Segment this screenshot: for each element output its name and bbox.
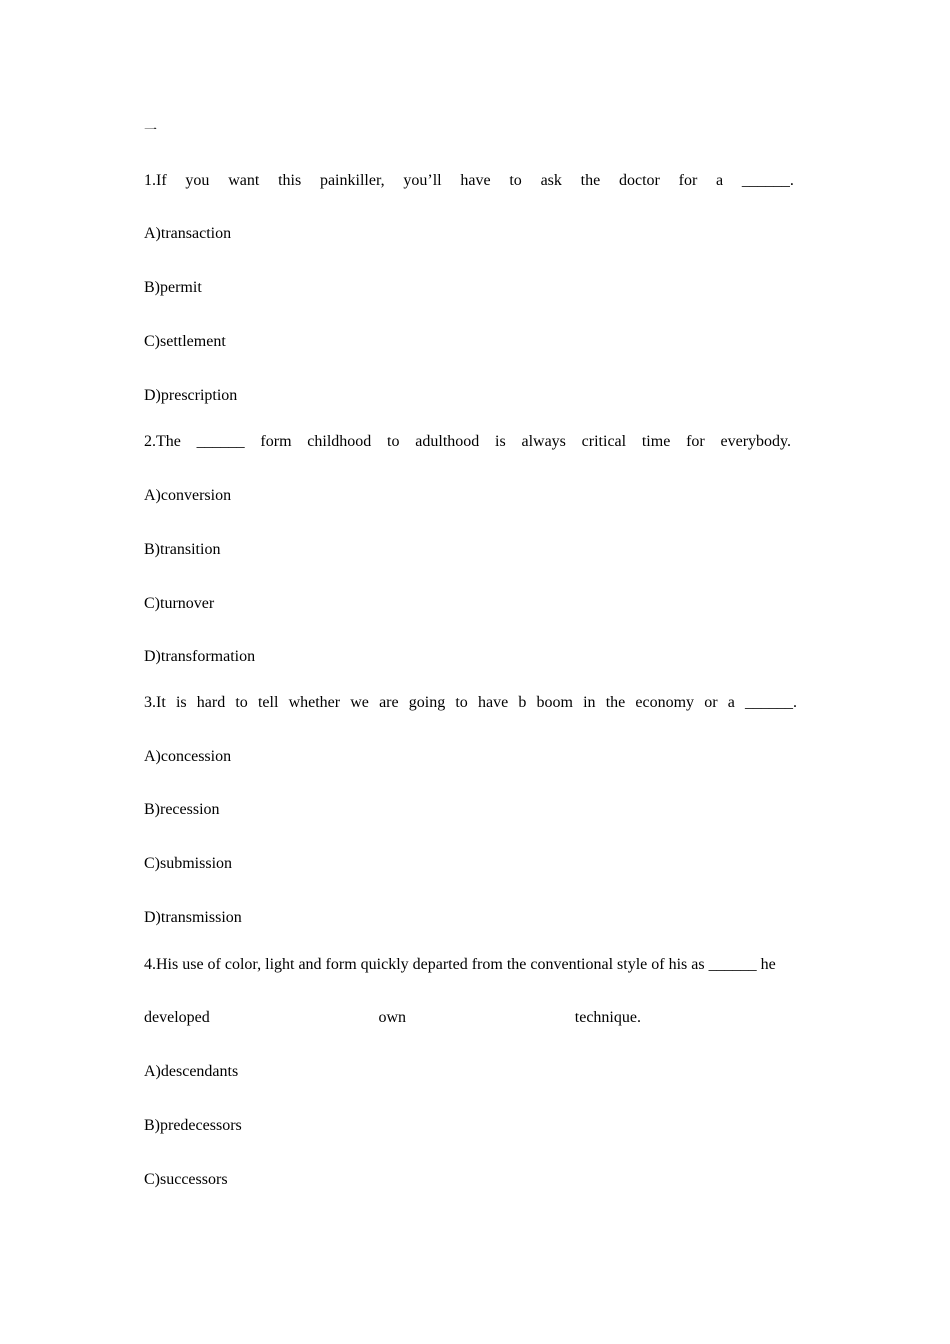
word: painkiller, [319, 172, 385, 189]
word: tell [257, 694, 279, 711]
word: b [518, 694, 527, 711]
word: hard [196, 694, 226, 711]
option-c: C)successors [144, 1171, 228, 1188]
word: to [509, 172, 522, 189]
word: is [175, 694, 187, 711]
word: or [704, 694, 718, 711]
word: own [378, 1009, 407, 1026]
word: to [235, 694, 248, 711]
word: form [260, 433, 292, 450]
option-c: C)submission [144, 855, 233, 872]
word: time [641, 433, 671, 450]
word: have [460, 172, 491, 189]
option-c: C)settlement [144, 333, 226, 350]
word: this [278, 172, 302, 189]
word: have [477, 694, 509, 711]
word: boom [536, 694, 573, 711]
word: are [379, 694, 399, 711]
option-b: B)permit [144, 279, 202, 296]
option-a: A)concession [144, 748, 232, 765]
answer-blank: ______ [196, 433, 245, 450]
word: a [716, 172, 724, 189]
word: 3.It [144, 694, 166, 711]
option-a: A)conversion [144, 487, 232, 504]
word: the [580, 172, 601, 189]
option-d: D)transformation [144, 648, 256, 665]
word: you’ll [403, 172, 442, 189]
option-b: B)transition [144, 541, 221, 558]
section-mark: 一 [144, 122, 158, 137]
option-b: B)predecessors [144, 1117, 242, 1134]
word: going [408, 694, 446, 711]
option-d: D)prescription [144, 387, 238, 404]
question-2-text [144, 432, 791, 452]
word: ask [540, 172, 562, 189]
option-a: A)descendants [144, 1063, 239, 1080]
word: 2.The [144, 433, 181, 450]
word: adulthood [415, 433, 480, 450]
word: the [605, 694, 626, 711]
question-1-text [144, 171, 794, 191]
word: 1.If [144, 172, 167, 189]
word: to [387, 433, 400, 450]
word: in [583, 694, 596, 711]
question-3-text [144, 693, 797, 713]
word: whether [288, 694, 341, 711]
word: is [495, 433, 506, 450]
word: critical [581, 433, 627, 450]
option-d: D)transmission [144, 909, 242, 926]
word: a [727, 694, 735, 711]
answer-blank: ______. [741, 172, 794, 189]
option-c: C)turnover [144, 595, 215, 612]
word: we [350, 694, 369, 711]
answer-blank: ______. [744, 694, 797, 711]
word: you [185, 172, 210, 189]
word: economy [635, 694, 695, 711]
word: to [455, 694, 468, 711]
word: doctor [618, 172, 660, 189]
word: developed [144, 1009, 210, 1026]
question-4-text-line-1: 4.His use of color, light and form quickly departed from the conventional style of his as ______ he [144, 956, 776, 973]
word: childhood [307, 433, 372, 450]
word: always [521, 433, 566, 450]
word: for [678, 172, 698, 189]
question-4-text-line-2 [144, 1008, 641, 1028]
option-a: A)transaction [144, 225, 232, 242]
word: for [686, 433, 705, 450]
word: technique. [574, 1009, 641, 1026]
word: everybody. [720, 433, 791, 450]
option-b: B)recession [144, 801, 220, 818]
word: want [228, 172, 260, 189]
